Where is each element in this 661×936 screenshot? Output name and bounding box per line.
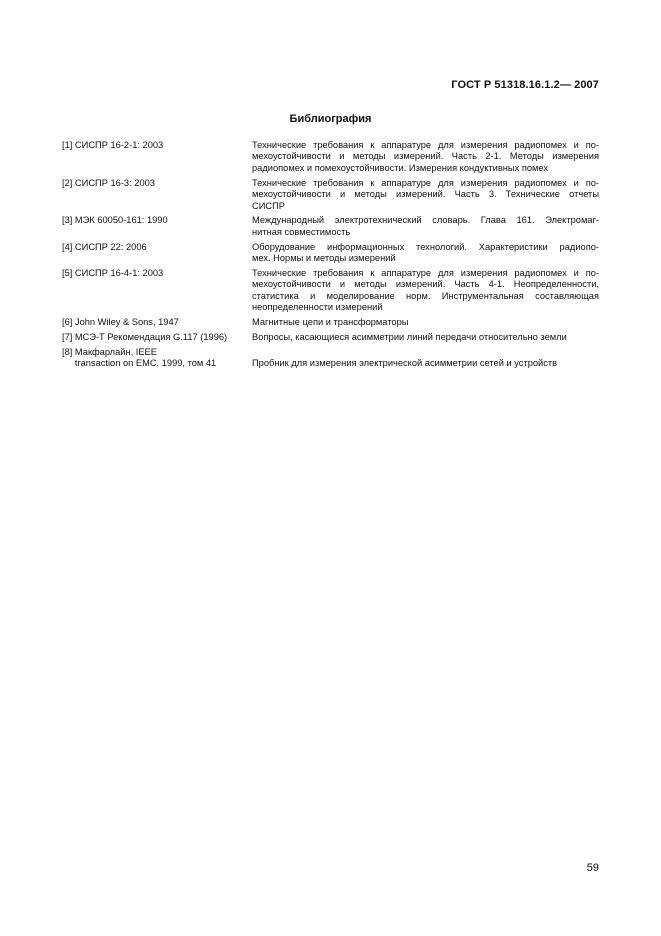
entry-description-line: неопределенности измерений bbox=[252, 302, 383, 313]
entry-reference-line: [2] СИСПР 16-3: 2003 bbox=[62, 177, 155, 188]
entry-description-line: мех. Нормы и методы измерений bbox=[252, 253, 396, 264]
entry-description-line: нитная совместимость bbox=[252, 226, 351, 237]
entry-description-line: Оборудование информационных технологий. Характеристики радиопо- bbox=[252, 241, 599, 252]
entry-description-line: статистика и моделирование норм. Инструментальная составляющая bbox=[252, 290, 599, 301]
entry-description-line: мехоустойчивости и методы измерений. Часть 4-1. Неопределенности, bbox=[252, 279, 599, 290]
bibliography-title: Библиография bbox=[289, 113, 372, 125]
bibliography-entry bbox=[62, 347, 599, 370]
entry-description bbox=[252, 215, 599, 238]
entry-description-line: Пробник для измерения электрической асимметрии сетей и устройств bbox=[252, 358, 558, 369]
document-standard-header: ГОСТ Р 51318.16.1.2— 2007 bbox=[451, 79, 599, 91]
entry-reference-line: [8] Макфарлайн, IEEE bbox=[62, 347, 157, 357]
entry-description-line: Магнитные цепи и трансформаторы bbox=[252, 317, 409, 328]
entry-description-line: мехоустойчивости и методы измерений. Часть 3. Технические отчеты bbox=[252, 189, 599, 200]
entry-reference bbox=[62, 268, 252, 314]
bibliography-entry bbox=[62, 317, 599, 328]
bibliography-entry bbox=[62, 332, 599, 343]
entry-reference bbox=[62, 140, 252, 174]
entry-reference-line: [5] СИСПР 16-4-1: 2003 bbox=[62, 268, 164, 279]
entry-description-line: мехоустойчивости и методы измерений. Часть 2-1. Методы измерения bbox=[252, 151, 599, 162]
entry-description-line: Вопросы, касающиеся асимметрии линий передачи относительно земли bbox=[252, 332, 567, 343]
bibliography-entry bbox=[62, 242, 599, 265]
entry-reference bbox=[62, 332, 252, 343]
entry-reference-line: [1] СИСПР 16-2-1: 2003 bbox=[62, 140, 164, 150]
entry-reference-line: [7] МСЭ-Т Рекомендация G.117 (1996) bbox=[62, 332, 228, 343]
entry-description-line: СИСПР bbox=[252, 200, 285, 211]
entry-reference bbox=[62, 215, 252, 238]
bibliography-entry bbox=[62, 178, 599, 212]
bibliography-list bbox=[62, 140, 599, 373]
entry-description-line: радиопомех и помехоустойчивости. Измерения кондуктивных помех bbox=[252, 162, 549, 173]
entry-reference bbox=[62, 317, 252, 328]
entry-reference-line: [4] СИСПР 22: 2006 bbox=[62, 241, 147, 252]
entry-reference-line: [3] МЭК 60050-161: 1990 bbox=[62, 215, 168, 226]
entry-description bbox=[252, 178, 599, 212]
entry-reference-line: [6] John Wiley & Sons, 1947 bbox=[62, 317, 179, 328]
bibliography-entry bbox=[62, 215, 599, 238]
entry-reference bbox=[62, 347, 252, 370]
entry-description-line: Технические требования к аппаратуре для измерения радиопомех и по- bbox=[252, 268, 599, 279]
entry-description bbox=[252, 268, 599, 314]
entry-reference bbox=[62, 242, 252, 265]
entry-description bbox=[252, 140, 599, 174]
entry-description bbox=[252, 317, 599, 328]
entry-description-line: Технические требования к аппаратуре для измерения радиопомех и по- bbox=[252, 177, 599, 188]
entry-description bbox=[252, 242, 599, 265]
entry-reference bbox=[62, 178, 252, 212]
entry-description-line: Технические требования к аппаратуре для измерения радиопомех и по- bbox=[252, 140, 599, 150]
entry-description-line: Международный электротехнический словарь. Глава 161. Электромаг- bbox=[252, 215, 599, 226]
entry-reference-line: transaction on EMC. 1999, том 41 bbox=[62, 358, 217, 369]
bibliography-entry bbox=[62, 140, 599, 174]
entry-description bbox=[252, 332, 599, 343]
entry-description bbox=[252, 347, 599, 370]
bibliography-entry bbox=[62, 268, 599, 314]
page-number: 59 bbox=[586, 862, 599, 874]
